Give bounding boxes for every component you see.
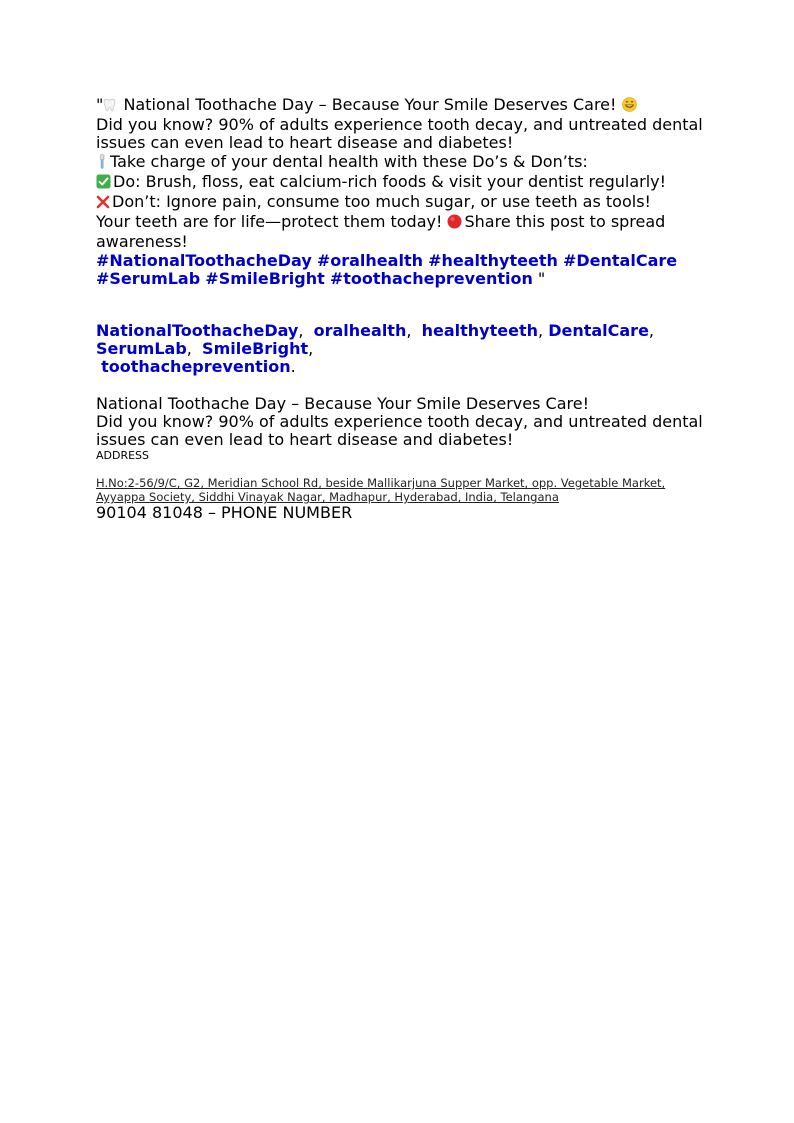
hashtag-link[interactable]: #SerumLab [96, 268, 201, 288]
tag-link[interactable]: oralhealth [313, 321, 407, 341]
tags-line-2 [96, 340, 716, 358]
phone-number: 90104 81048 – PHONE NUMBER [96, 503, 353, 523]
summary-line-2: issues can even lead to heart disease and diabetes! [96, 430, 514, 450]
tag-separator: , [298, 321, 304, 341]
tag-link[interactable]: SerumLab [96, 339, 187, 359]
hashtag-link[interactable]: #NationalToothacheDay [96, 250, 312, 270]
tag-link[interactable]: DentalCare [548, 321, 649, 341]
do-text: Do: Brush, floss, eat calcium-rich foods & visit your dentist regularly! [113, 171, 667, 191]
red-circle-icon [447, 214, 462, 233]
tag-separator: , [538, 321, 544, 341]
cta-line [96, 213, 716, 233]
tag-end: . [290, 357, 296, 377]
share-text: Share this post to spread [464, 212, 666, 232]
tag-separator: , [648, 321, 655, 341]
dont-text: Don’t: Ignore pain, consume too much sugar, or use teeth as tools! [112, 192, 651, 212]
grinning-face-icon [622, 97, 637, 116]
tag-link[interactable]: NationalToothacheDay [96, 321, 299, 341]
take-charge-line [96, 153, 716, 173]
address-line-2[interactable]: Ayyappa Society, Siddhi Vinayak Nagar, Madhapur, Hyderabad, India, Telangana [96, 490, 559, 505]
do-line [96, 173, 716, 193]
tag-link[interactable]: SmileBright [202, 339, 309, 359]
address-label: ADDRESS [96, 449, 150, 463]
toothbrush-icon [96, 154, 108, 173]
hashtags-line-1 [96, 252, 716, 270]
cta-text: Your teeth are for life—protect them today! [96, 212, 448, 232]
summary-headline: National Toothache Day – Because Your Smile Deserves Care! [96, 393, 589, 413]
post-intro-line-2: issues can even lead to heart disease and diabetes! [96, 133, 514, 153]
take-charge-text: Take charge of your dental health with these Do’s & Don’ts: [110, 151, 588, 171]
post-headline-line [96, 96, 716, 116]
hashtag-link[interactable]: #SmileBright [205, 268, 325, 288]
spacer [96, 462, 716, 476]
post-headline: National Toothache Day – Because Your Smile Deserves Care! [118, 95, 622, 114]
cross-mark-icon [96, 195, 110, 213]
quote-open: " [96, 95, 104, 114]
hashtag-link[interactable]: #healthyteeth [428, 250, 558, 270]
tag-link[interactable]: healthyteeth [421, 321, 538, 341]
tag-separator: , [406, 321, 412, 341]
tags-line-3 [96, 358, 716, 376]
cta-line-2: awareness! [96, 232, 188, 252]
tag-separator: , [308, 339, 314, 359]
check-mark-icon [96, 174, 111, 193]
hashtag-link[interactable]: #oralhealth [316, 250, 423, 270]
tooth-icon [103, 98, 116, 116]
post-intro-line-1: Did you know? 90% of adults experience tooth decay, and untreated dental [96, 115, 703, 135]
dont-line [96, 193, 716, 213]
spacer [96, 377, 716, 395]
hashtag-link[interactable]: #toothacheprevention [329, 268, 533, 288]
spacer [96, 288, 716, 322]
tags-line-1 [96, 322, 716, 340]
summary-line-1: Did you know? 90% of adults experience tooth decay, and untreated dental [96, 411, 703, 431]
address-line-1[interactable]: H.No:2-56/9/C, G2, Meridian School Rd, beside Mallikarjuna Supper Market, opp. Vegetable Market, [96, 476, 666, 491]
tag-separator: , [186, 339, 192, 359]
post-content [96, 96, 716, 522]
hashtags-line-2 [96, 270, 716, 288]
hashtag-link[interactable]: #DentalCare [562, 250, 678, 270]
quote-close: " [532, 268, 546, 288]
tag-link[interactable]: toothacheprevention [101, 357, 291, 377]
